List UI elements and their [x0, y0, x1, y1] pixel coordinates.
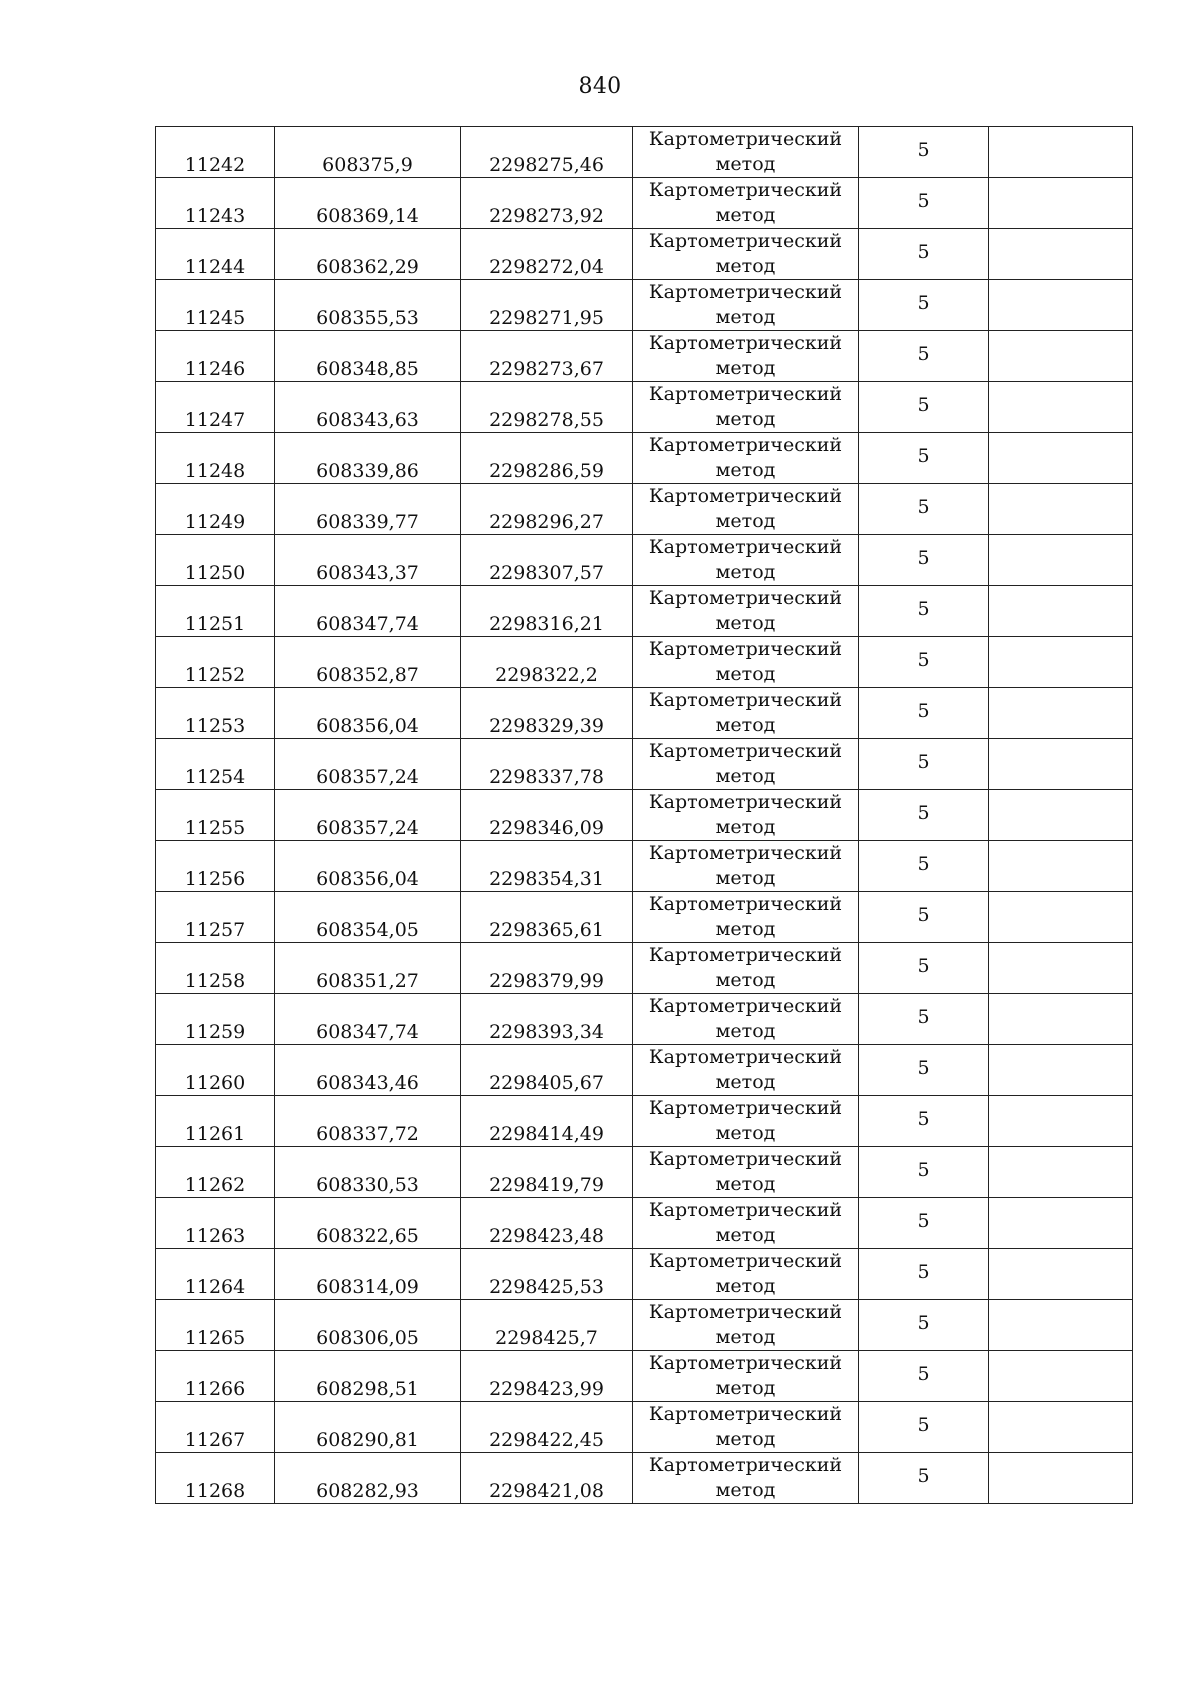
- note-cell: [989, 1249, 1133, 1300]
- x-coordinate-cell: 608357,24: [275, 739, 461, 790]
- accuracy-cell: 5: [859, 1402, 989, 1453]
- note-cell: [989, 127, 1133, 178]
- method-line-2: метод: [715, 357, 776, 379]
- method-line-1: Картометрический: [648, 587, 843, 609]
- table-row: [156, 1351, 1133, 1402]
- accuracy-cell: 5: [859, 739, 989, 790]
- y-coordinate-cell: 2298286,59: [461, 433, 633, 484]
- note-cell: [989, 484, 1133, 535]
- method-line-2: метод: [715, 510, 776, 532]
- method-line-1: Картометрический: [648, 740, 843, 762]
- method-line-2: метод: [715, 561, 776, 583]
- y-coordinate-cell: 2298273,67: [461, 331, 633, 382]
- accuracy-cell: 5: [859, 535, 989, 586]
- method-line-1: Картометрический: [648, 383, 843, 405]
- x-coordinate-cell: 608339,86: [275, 433, 461, 484]
- method-line-1: Картометрический: [648, 1454, 843, 1476]
- method-cell: [633, 535, 859, 586]
- y-coordinate-cell: 2298278,55: [461, 382, 633, 433]
- method-cell: [633, 1249, 859, 1300]
- method-cell: [633, 331, 859, 382]
- note-cell: [989, 535, 1133, 586]
- table-row: [156, 637, 1133, 688]
- point-number-cell: 11258: [156, 943, 275, 994]
- x-coordinate-cell: 608298,51: [275, 1351, 461, 1402]
- table-row: [156, 382, 1133, 433]
- point-number-cell: 11246: [156, 331, 275, 382]
- y-coordinate-cell: 2298273,92: [461, 178, 633, 229]
- table-row: [156, 586, 1133, 637]
- method-cell: [633, 586, 859, 637]
- accuracy-cell: 5: [859, 1300, 989, 1351]
- y-coordinate-cell: 2298329,39: [461, 688, 633, 739]
- method-cell: [633, 484, 859, 535]
- y-coordinate-cell: 2298354,31: [461, 841, 633, 892]
- x-coordinate-cell: 608290,81: [275, 1402, 461, 1453]
- note-cell: [989, 841, 1133, 892]
- point-number-cell: 11254: [156, 739, 275, 790]
- method-cell: [633, 739, 859, 790]
- method-line-1: Картометрический: [648, 1301, 843, 1323]
- method-line-2: метод: [715, 408, 776, 430]
- accuracy-cell: 5: [859, 943, 989, 994]
- accuracy-cell: 5: [859, 280, 989, 331]
- method-line-1: Картометрический: [648, 485, 843, 507]
- table-row: [156, 178, 1133, 229]
- method-line-2: метод: [715, 1275, 776, 1297]
- note-cell: [989, 382, 1133, 433]
- x-coordinate-cell: 608375,9: [275, 127, 461, 178]
- method-line-2: метод: [715, 459, 776, 481]
- point-number-cell: 11266: [156, 1351, 275, 1402]
- note-cell: [989, 994, 1133, 1045]
- x-coordinate-cell: 608347,74: [275, 586, 461, 637]
- table-row: [156, 1045, 1133, 1096]
- method-cell: [633, 790, 859, 841]
- method-line-2: метод: [715, 1224, 776, 1246]
- table-row: [156, 1198, 1133, 1249]
- method-cell: [633, 637, 859, 688]
- y-coordinate-cell: 2298365,61: [461, 892, 633, 943]
- method-line-2: метод: [715, 153, 776, 175]
- note-cell: [989, 943, 1133, 994]
- method-cell: [633, 280, 859, 331]
- accuracy-cell: 5: [859, 841, 989, 892]
- method-cell: [633, 892, 859, 943]
- method-line-1: Картометрический: [648, 842, 843, 864]
- x-coordinate-cell: 608314,09: [275, 1249, 461, 1300]
- x-coordinate-cell: 608330,53: [275, 1147, 461, 1198]
- point-number-cell: 11247: [156, 382, 275, 433]
- accuracy-cell: 5: [859, 1198, 989, 1249]
- method-cell: [633, 178, 859, 229]
- x-coordinate-cell: 608343,63: [275, 382, 461, 433]
- method-line-1: Картометрический: [648, 1148, 843, 1170]
- method-line-1: Картометрический: [648, 893, 843, 915]
- point-number-cell: 11263: [156, 1198, 275, 1249]
- x-coordinate-cell: 608362,29: [275, 229, 461, 280]
- x-coordinate-cell: 608347,74: [275, 994, 461, 1045]
- note-cell: [989, 331, 1133, 382]
- y-coordinate-cell: 2298322,2: [461, 637, 633, 688]
- point-number-cell: 11243: [156, 178, 275, 229]
- note-cell: [989, 739, 1133, 790]
- method-cell: [633, 1351, 859, 1402]
- method-line-1: Картометрический: [648, 1352, 843, 1374]
- coordinates-table: [155, 126, 1133, 1504]
- y-coordinate-cell: 2298316,21: [461, 586, 633, 637]
- method-line-1: Картометрический: [648, 1199, 843, 1221]
- table-row: [156, 1300, 1133, 1351]
- accuracy-cell: 5: [859, 1045, 989, 1096]
- method-line-1: Картометрический: [648, 1403, 843, 1425]
- point-number-cell: 11259: [156, 994, 275, 1045]
- method-line-1: Картометрический: [648, 944, 843, 966]
- point-number-cell: 11242: [156, 127, 275, 178]
- note-cell: [989, 433, 1133, 484]
- method-line-1: Картометрический: [648, 332, 843, 354]
- method-line-1: Картометрический: [648, 128, 843, 150]
- x-coordinate-cell: 608369,14: [275, 178, 461, 229]
- accuracy-cell: 5: [859, 994, 989, 1045]
- point-number-cell: 11256: [156, 841, 275, 892]
- y-coordinate-cell: 2298422,45: [461, 1402, 633, 1453]
- accuracy-cell: 5: [859, 382, 989, 433]
- method-line-1: Картометрический: [648, 638, 843, 660]
- x-coordinate-cell: 608354,05: [275, 892, 461, 943]
- table-row: [156, 484, 1133, 535]
- method-line-2: метод: [715, 714, 776, 736]
- y-coordinate-cell: 2298346,09: [461, 790, 633, 841]
- method-line-2: метод: [715, 255, 776, 277]
- point-number-cell: 11244: [156, 229, 275, 280]
- point-number-cell: 11268: [156, 1453, 275, 1504]
- table-row: [156, 994, 1133, 1045]
- y-coordinate-cell: 2298296,27: [461, 484, 633, 535]
- accuracy-cell: 5: [859, 127, 989, 178]
- method-line-1: Картометрический: [648, 230, 843, 252]
- point-number-cell: 11265: [156, 1300, 275, 1351]
- accuracy-cell: 5: [859, 484, 989, 535]
- x-coordinate-cell: 608357,24: [275, 790, 461, 841]
- method-line-2: метод: [715, 1122, 776, 1144]
- method-line-1: Картометрический: [648, 689, 843, 711]
- method-line-2: метод: [715, 1377, 776, 1399]
- note-cell: [989, 1045, 1133, 1096]
- accuracy-cell: 5: [859, 178, 989, 229]
- method-line-2: метод: [715, 1326, 776, 1348]
- table-row: [156, 1453, 1133, 1504]
- method-cell: [633, 1402, 859, 1453]
- method-cell: [633, 688, 859, 739]
- table-row: [156, 535, 1133, 586]
- method-cell: [633, 382, 859, 433]
- method-line-1: Картометрический: [648, 536, 843, 558]
- note-cell: [989, 1402, 1133, 1453]
- table-row: [156, 943, 1133, 994]
- coordinates-table-body: [156, 127, 1133, 1504]
- method-line-1: Картометрический: [648, 434, 843, 456]
- table-row: [156, 1402, 1133, 1453]
- method-cell: [633, 994, 859, 1045]
- accuracy-cell: 5: [859, 331, 989, 382]
- note-cell: [989, 1198, 1133, 1249]
- table-row: [156, 790, 1133, 841]
- y-coordinate-cell: 2298425,53: [461, 1249, 633, 1300]
- y-coordinate-cell: 2298337,78: [461, 739, 633, 790]
- y-coordinate-cell: 2298275,46: [461, 127, 633, 178]
- x-coordinate-cell: 608339,77: [275, 484, 461, 535]
- note-cell: [989, 1096, 1133, 1147]
- table-row: [156, 229, 1133, 280]
- method-line-2: метод: [715, 306, 776, 328]
- y-coordinate-cell: 2298272,04: [461, 229, 633, 280]
- table-row: [156, 688, 1133, 739]
- table-row: [156, 433, 1133, 484]
- method-line-2: метод: [715, 663, 776, 685]
- accuracy-cell: 5: [859, 1147, 989, 1198]
- y-coordinate-cell: 2298307,57: [461, 535, 633, 586]
- method-line-2: метод: [715, 1173, 776, 1195]
- point-number-cell: 11252: [156, 637, 275, 688]
- table-row: [156, 739, 1133, 790]
- x-coordinate-cell: 608322,65: [275, 1198, 461, 1249]
- y-coordinate-cell: 2298421,08: [461, 1453, 633, 1504]
- method-line-1: Картометрический: [648, 1097, 843, 1119]
- table-row: [156, 280, 1133, 331]
- note-cell: [989, 229, 1133, 280]
- method-line-2: метод: [715, 867, 776, 889]
- y-coordinate-cell: 2298425,7: [461, 1300, 633, 1351]
- method-line-1: Картометрический: [648, 179, 843, 201]
- x-coordinate-cell: 608282,93: [275, 1453, 461, 1504]
- method-cell: [633, 1096, 859, 1147]
- method-line-1: Картометрический: [648, 281, 843, 303]
- method-cell: [633, 1147, 859, 1198]
- note-cell: [989, 637, 1133, 688]
- method-cell: [633, 1198, 859, 1249]
- x-coordinate-cell: 608306,05: [275, 1300, 461, 1351]
- point-number-cell: 11260: [156, 1045, 275, 1096]
- y-coordinate-cell: 2298393,34: [461, 994, 633, 1045]
- y-coordinate-cell: 2298414,49: [461, 1096, 633, 1147]
- point-number-cell: 11261: [156, 1096, 275, 1147]
- x-coordinate-cell: 608337,72: [275, 1096, 461, 1147]
- point-number-cell: 11253: [156, 688, 275, 739]
- method-line-2: метод: [715, 918, 776, 940]
- accuracy-cell: 5: [859, 790, 989, 841]
- method-cell: [633, 433, 859, 484]
- note-cell: [989, 892, 1133, 943]
- method-cell: [633, 1300, 859, 1351]
- method-line-2: метод: [715, 612, 776, 634]
- method-cell: [633, 1045, 859, 1096]
- x-coordinate-cell: 608348,85: [275, 331, 461, 382]
- y-coordinate-cell: 2298379,99: [461, 943, 633, 994]
- note-cell: [989, 1351, 1133, 1402]
- method-line-2: метод: [715, 1020, 776, 1042]
- y-coordinate-cell: 2298423,48: [461, 1198, 633, 1249]
- table-row: [156, 1147, 1133, 1198]
- table-row: [156, 1096, 1133, 1147]
- method-line-2: метод: [715, 765, 776, 787]
- point-number-cell: 11262: [156, 1147, 275, 1198]
- accuracy-cell: 5: [859, 586, 989, 637]
- method-line-1: Картометрический: [648, 1046, 843, 1068]
- x-coordinate-cell: 608352,87: [275, 637, 461, 688]
- note-cell: [989, 280, 1133, 331]
- point-number-cell: 11251: [156, 586, 275, 637]
- table-row: [156, 331, 1133, 382]
- method-line-2: метод: [715, 1479, 776, 1501]
- y-coordinate-cell: 2298405,67: [461, 1045, 633, 1096]
- accuracy-cell: 5: [859, 1096, 989, 1147]
- note-cell: [989, 1300, 1133, 1351]
- table-row: [156, 127, 1133, 178]
- point-number-cell: 11267: [156, 1402, 275, 1453]
- point-number-cell: 11250: [156, 535, 275, 586]
- table-row: [156, 841, 1133, 892]
- method-cell: [633, 127, 859, 178]
- accuracy-cell: 5: [859, 433, 989, 484]
- point-number-cell: 11257: [156, 892, 275, 943]
- method-line-2: метод: [715, 969, 776, 991]
- point-number-cell: 11264: [156, 1249, 275, 1300]
- table-row: [156, 892, 1133, 943]
- x-coordinate-cell: 608356,04: [275, 688, 461, 739]
- note-cell: [989, 790, 1133, 841]
- point-number-cell: 11245: [156, 280, 275, 331]
- accuracy-cell: 5: [859, 892, 989, 943]
- point-number-cell: 11255: [156, 790, 275, 841]
- accuracy-cell: 5: [859, 1249, 989, 1300]
- method-line-2: метод: [715, 816, 776, 838]
- method-cell: [633, 943, 859, 994]
- method-line-1: Картометрический: [648, 995, 843, 1017]
- method-cell: [633, 1453, 859, 1504]
- note-cell: [989, 1453, 1133, 1504]
- y-coordinate-cell: 2298423,99: [461, 1351, 633, 1402]
- y-coordinate-cell: 2298419,79: [461, 1147, 633, 1198]
- note-cell: [989, 586, 1133, 637]
- note-cell: [989, 1147, 1133, 1198]
- y-coordinate-cell: 2298271,95: [461, 280, 633, 331]
- accuracy-cell: 5: [859, 229, 989, 280]
- x-coordinate-cell: 608355,53: [275, 280, 461, 331]
- method-line-1: Картометрический: [648, 1250, 843, 1272]
- method-line-2: метод: [715, 1071, 776, 1093]
- method-line-2: метод: [715, 204, 776, 226]
- accuracy-cell: 5: [859, 1351, 989, 1402]
- accuracy-cell: 5: [859, 688, 989, 739]
- x-coordinate-cell: 608343,46: [275, 1045, 461, 1096]
- note-cell: [989, 178, 1133, 229]
- page-number: 840: [578, 74, 622, 99]
- point-number-cell: 11249: [156, 484, 275, 535]
- note-cell: [989, 688, 1133, 739]
- accuracy-cell: 5: [859, 1453, 989, 1504]
- method-line-2: метод: [715, 1428, 776, 1450]
- x-coordinate-cell: 608343,37: [275, 535, 461, 586]
- method-cell: [633, 229, 859, 280]
- accuracy-cell: 5: [859, 637, 989, 688]
- method-line-1: Картометрический: [648, 791, 843, 813]
- x-coordinate-cell: 608356,04: [275, 841, 461, 892]
- table-row: [156, 1249, 1133, 1300]
- point-number-cell: 11248: [156, 433, 275, 484]
- method-cell: [633, 841, 859, 892]
- x-coordinate-cell: 608351,27: [275, 943, 461, 994]
